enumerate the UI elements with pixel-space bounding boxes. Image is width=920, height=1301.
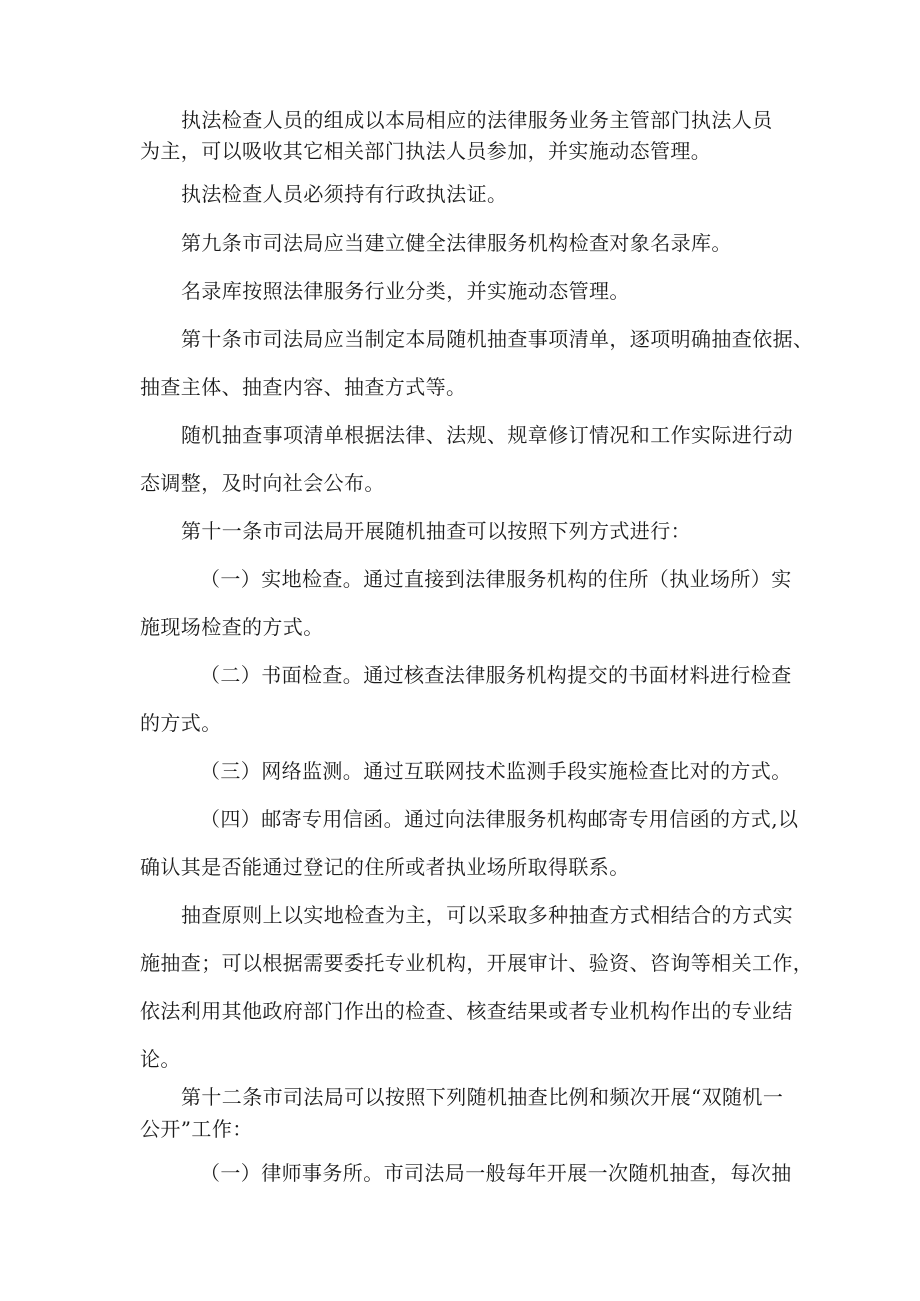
text-line: （一）实地检查。通过直接到法律服务机构的住所（执业场所）实: [200, 567, 792, 591]
text-line: 名录库按照法律服务行业分类，并实施动态管理。: [181, 279, 630, 303]
text-line: 执法检查人员的组成以本局相应的法律服务业务主管部门执法人员: [181, 108, 773, 132]
text-line: 公开”工作：: [140, 1117, 253, 1141]
text-line: 确认其是否能通过登记的住所或者执业场所取得联系。: [140, 855, 630, 879]
text-line: 施抽查；可以根据需要委托专业机构，开展审计、验资、咨询等相关工作，: [140, 951, 814, 975]
text-line: 的方式。: [140, 711, 222, 735]
text-line: 依法利用其他政府部门作出的检查、核查结果或者专业机构作出的专业结: [140, 999, 793, 1023]
text-line: 为主，可以吸收其它相关部门执法人员参加，并实施动态管理。: [140, 139, 712, 163]
text-line: 施现场检查的方式。: [140, 615, 324, 639]
text-line: 第九条市司法局应当建立健全法律服务机构检查对象名录库。: [181, 231, 732, 255]
text-line: （三）网络监测。通过互联网技术监测手段实施检查比对的方式。: [200, 759, 792, 783]
text-line: 第十二条市司法局可以按照下列随机抽查比例和频次开展“双随机一: [181, 1085, 784, 1109]
text-line: 抽查主体、抽查内容、抽查方式等。: [140, 375, 467, 399]
text-line: 执法检查人员必须持有行政执法证。: [181, 182, 508, 206]
text-line: （二）书面检查。通过核查法律服务机构提交的书面材料进行检查: [200, 663, 792, 687]
text-line: （一）律师事务所。市司法局一般每年开展一次随机抽查，每次抽: [200, 1161, 792, 1185]
text-line: 论。: [140, 1047, 181, 1071]
text-line: 态调整，及时向社会公布。: [140, 471, 385, 495]
text-line: 抽查原则上以实地检查为主，可以采取多种抽查方式相结合的方式实: [181, 903, 793, 927]
text-line: 第十一条市司法局开展随机抽查可以按照下列方式进行：: [181, 519, 691, 543]
text-line: 随机抽查事项清单根据法律、法规、规章修订情况和工作实际进行动: [181, 423, 793, 447]
text-line: （四）邮寄专用信函。通过向法律服务机构邮寄专用信函的方式,以: [200, 807, 799, 831]
text-line: 第十条市司法局应当制定本局随机抽查事项清单，逐项明确抽查依据、: [181, 327, 814, 351]
